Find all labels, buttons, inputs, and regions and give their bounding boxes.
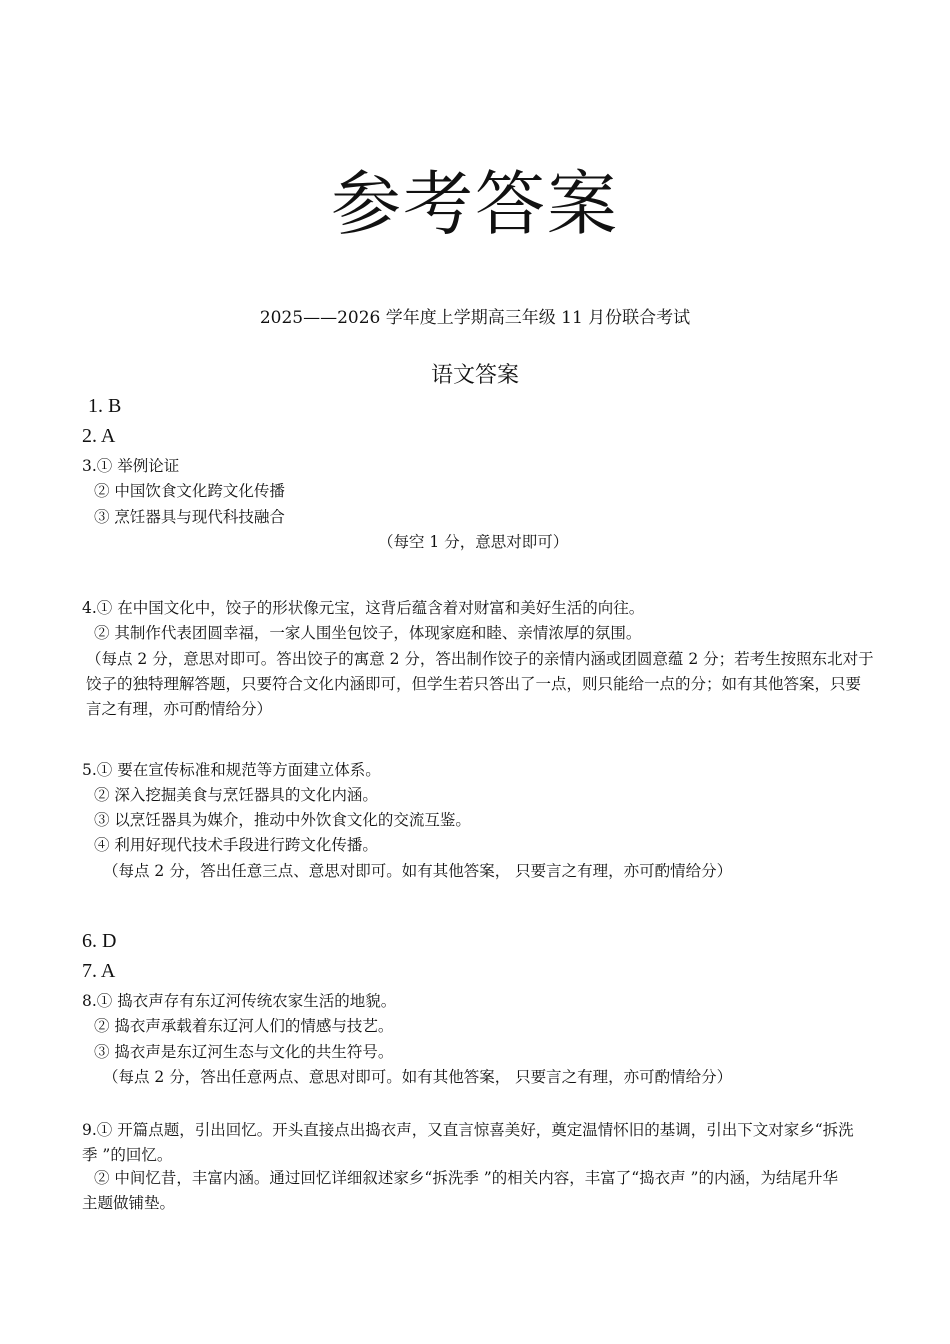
answer-q9-para1: 9.① 开篇点题，引出回忆。开头直接点出捣衣声，又直言惊喜美好，奠定温情怀旧的基调，引出下文对家乡“拆洗季 ”的回忆。 <box>82 1121 854 1164</box>
answer-q1: 1. B <box>88 395 122 417</box>
exam-title: 2025——2026 学年度上学期高三年级 11 月份联合考试 <box>259 308 691 328</box>
answer-q9-para2: ② 中间忆昔，丰富内涵。通过回忆详细叙述家乡“拆洗季 ”的相关内容，丰富了“捣衣声 ”的内涵，为结尾升华主题做铺垫。 <box>82 1169 838 1212</box>
answer-q5-line2: ② 深入挖掘美食与烹饪器具的文化内涵。 <box>94 786 378 804</box>
answer-q6: 6. D <box>82 930 117 952</box>
answer-q3-note: （每空 1 分，意思对即可） <box>378 533 569 551</box>
answer-q8-line2: ② 捣衣声承载着东辽河人们的情感与技艺。 <box>94 1017 394 1035</box>
answer-q8-note: （每点 2 分，答出任意两点、意思对即可。如有其他答案， 只要言之有理，亦可酌情给分） <box>103 1068 733 1086</box>
answer-q5-line4: ④ 利用好现代技术手段进行跨文化传播。 <box>94 836 378 854</box>
page-title: 参考答案 <box>331 163 619 245</box>
answer-q5-note: （每点 2 分，答出任意三点、意思对即可。如有其他答案， 只要言之有理，亦可酌情给分） <box>103 862 733 880</box>
answer-q3-line1: 3.① 举例论证 <box>82 457 180 475</box>
answer-q3-line3: ③ 烹饪器具与现代科技融合 <box>94 508 285 526</box>
answer-q3-line2: ② 中国饮食文化跨文化传播 <box>94 482 285 500</box>
answer-q2: 2. A <box>82 425 116 447</box>
answer-q4-note: （每点 2 分，意思对即可。答出饺子的寓意 2 分，答出制作饺子的亲情内涵或团圆意蕴 2 分；若考生按照东北对于饺子的独特理解答题，只要符合文化内涵即可，但学生若只答出了一点，则只能给一点的分；如有其他答案，只要言之有理，亦可酌情给分） <box>86 650 874 718</box>
answer-q4-line1: 4.① 在中国文化中，饺子的形状像元宝，这背后蕴含着对财富和美好生活的向往。 <box>82 599 645 617</box>
answer-q7: 7. A <box>82 960 116 982</box>
answer-q8-line1: 8.① 捣衣声存有东辽河传统农家生活的地貌。 <box>82 992 397 1010</box>
answer-q5-line1: 5.① 要在宣传标准和规范等方面建立体系。 <box>82 761 381 779</box>
subject-title: 语文答案 <box>430 363 519 388</box>
answer-q4-line2: ② 其制作代表团圆幸福，一家人围坐包饺子，体现家庭和睦、亲情浓厚的氛围。 <box>94 624 642 642</box>
answer-q8-line3: ③ 捣衣声是东辽河生态与文化的共生符号。 <box>94 1043 394 1061</box>
answer-q5-line3: ③ 以烹饪器具为媒介，推动中外饮食文化的交流互鉴。 <box>94 811 471 829</box>
